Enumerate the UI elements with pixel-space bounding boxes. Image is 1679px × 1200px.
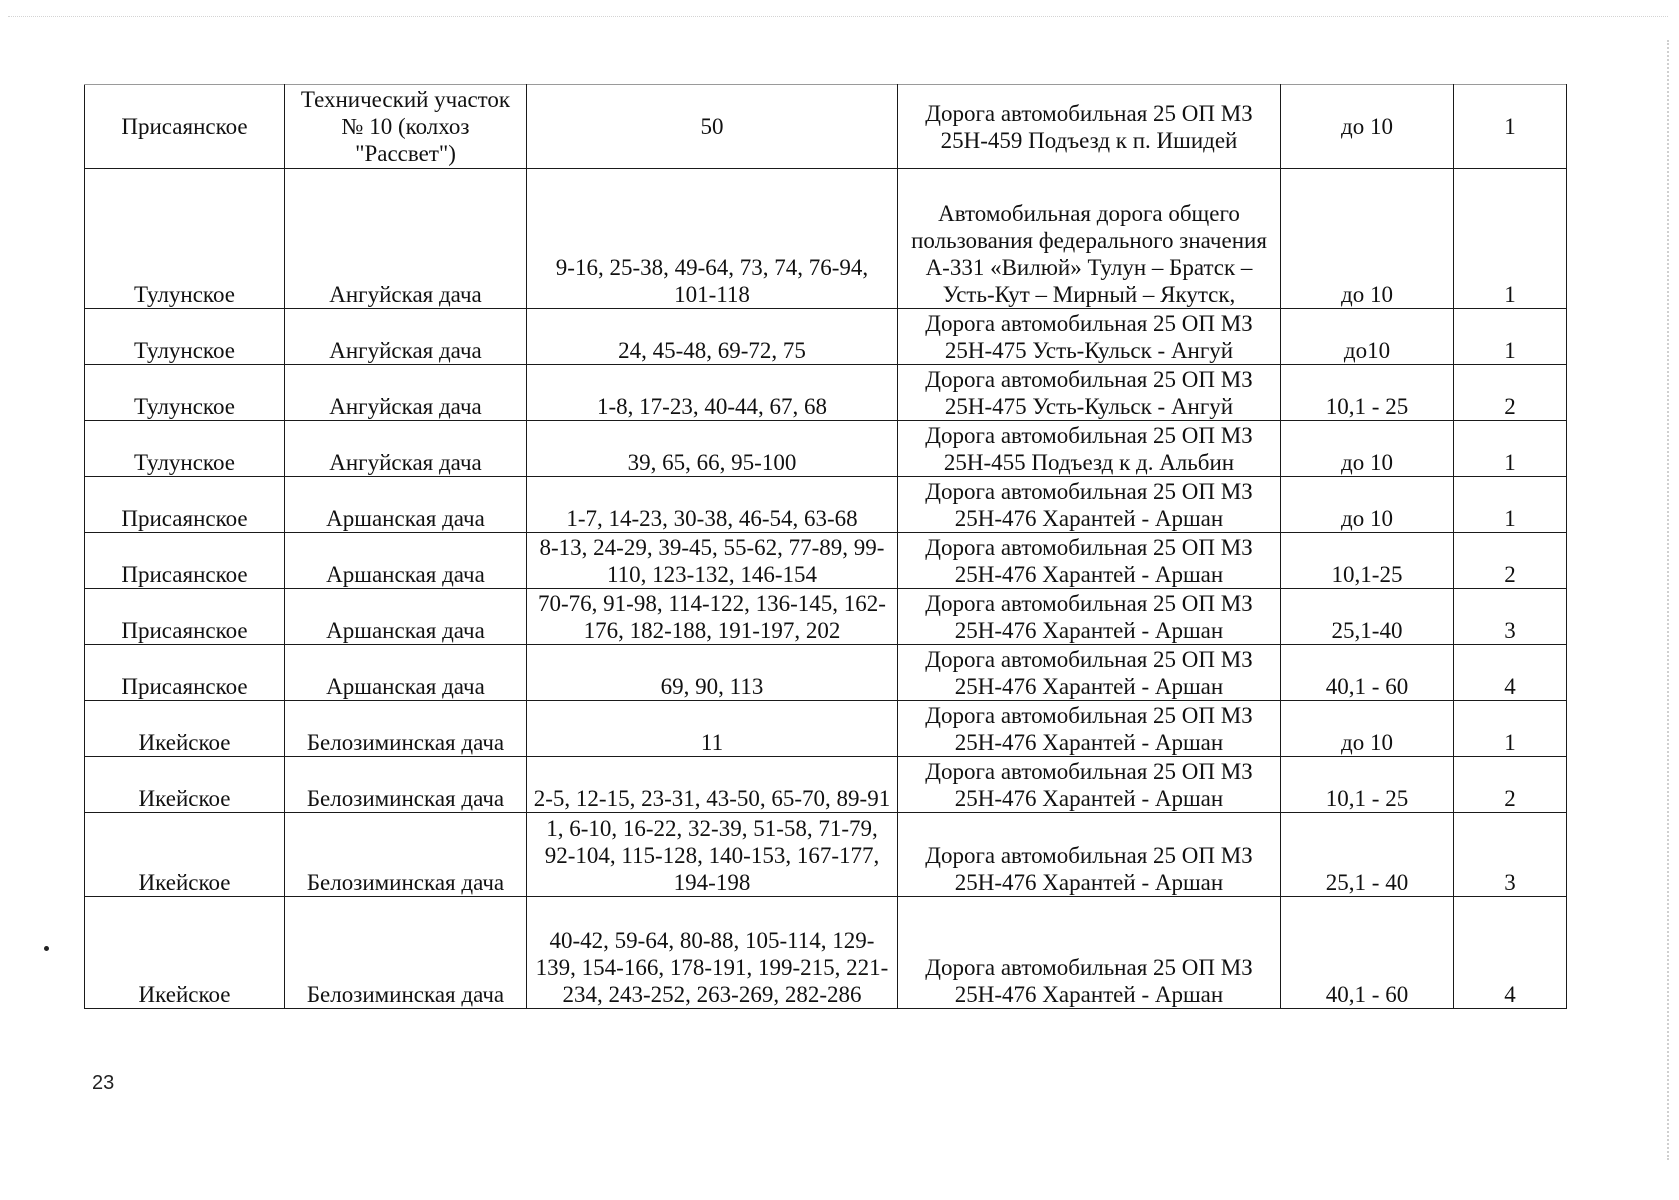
distance-cell: до10 [1281, 309, 1454, 365]
table-row [85, 897, 1567, 1009]
blocks-cell: 11 [527, 701, 898, 757]
distance-cell: до 10 [1281, 701, 1454, 757]
table-row [85, 589, 1567, 645]
section-cell: Аршанская дача [285, 645, 527, 701]
section-cell: Ангуйская дача [285, 365, 527, 421]
zone-cell: 1 [1454, 85, 1567, 169]
distance-cell: до 10 [1281, 85, 1454, 169]
zone-cell: 2 [1454, 365, 1567, 421]
zone-cell: 1 [1454, 477, 1567, 533]
page-number: 23 [92, 1072, 115, 1094]
settlement-cell: Присаянское [85, 533, 285, 589]
road-cell: Дорога автомобильная 25 ОП МЗ 25Н-476 Харантей - Аршан [898, 701, 1281, 757]
blocks-cell: 24, 45-48, 69-72, 75 [527, 309, 898, 365]
section-cell: Аршанская дача [285, 533, 527, 589]
blocks-cell: 1-7, 14-23, 30-38, 46-54, 63-68 [527, 477, 898, 533]
settlement-cell: Икейское [85, 701, 285, 757]
settlement-cell: Тулунское [85, 365, 285, 421]
section-cell: Аршанская дача [285, 477, 527, 533]
zone-cell: 3 [1454, 589, 1567, 645]
table-row [85, 169, 1567, 309]
section-cell: Ангуйская дача [285, 309, 527, 365]
road-cell: Дорога автомобильная 25 ОП МЗ 25Н-476 Харантей - Аршан [898, 533, 1281, 589]
road-cell: Дорога автомобильная 25 ОП МЗ 25Н-476 Харантей - Аршан [898, 813, 1281, 897]
table-row [85, 533, 1567, 589]
section-cell: Аршанская дача [285, 589, 527, 645]
table-row [85, 365, 1567, 421]
blocks-cell: 70-76, 91-98, 114-122, 136-145, 162-176, 182-188, 191-197, 202 [527, 589, 898, 645]
road-cell: Дорога автомобильная 25 ОП МЗ 25Н-475 Усть-Кульск - Ангуй [898, 309, 1281, 365]
section-cell: Белозиминская дача [285, 701, 527, 757]
road-cell: Дорога автомобильная 25 ОП МЗ 25Н-475 Усть-Кульск - Ангуй [898, 365, 1281, 421]
road-cell: Дорога автомобильная 25 ОП МЗ 25Н-455 Подъезд к д. Альбин [898, 421, 1281, 477]
section-cell: Ангуйская дача [285, 421, 527, 477]
settlement-cell: Присаянское [85, 85, 285, 169]
blocks-cell: 2-5, 12-15, 23-31, 43-50, 65-70, 89-91 [527, 757, 898, 813]
blocks-cell: 8-13, 24-29, 39-45, 55-62, 77-89, 99-110, 123-132, 146-154 [527, 533, 898, 589]
settlement-cell: Икейское [85, 897, 285, 1009]
table-row [85, 701, 1567, 757]
settlement-cell: Присаянское [85, 477, 285, 533]
section-cell: Ангуйская дача [285, 169, 527, 309]
road-cell: Дорога автомобильная 25 ОП МЗ 25Н-476 Харантей - Аршан [898, 645, 1281, 701]
table-row [85, 645, 1567, 701]
blocks-cell: 9-16, 25-38, 49-64, 73, 74, 76-94, 101-118 [527, 169, 898, 309]
table-row [85, 813, 1567, 897]
blocks-cell: 1, 6-10, 16-22, 32-39, 51-58, 71-79, 92-104, 115-128, 140-153, 167-177, 194-198 [527, 813, 898, 897]
zone-cell: 1 [1454, 309, 1567, 365]
scan-edge-right [1667, 40, 1669, 1160]
settlement-cell: Тулунское [85, 421, 285, 477]
road-cell: Дорога автомобильная 25 ОП МЗ 25Н-476 Харантей - Аршан [898, 757, 1281, 813]
table-row [85, 421, 1567, 477]
settlement-cell: Присаянское [85, 589, 285, 645]
distance-cell: до 10 [1281, 477, 1454, 533]
blocks-cell: 40-42, 59-64, 80-88, 105-114, 129-139, 154-166, 178-191, 199-215, 221-234, 243-252, 263-269, 282-286 [527, 897, 898, 1009]
distance-cell: 10,1-25 [1281, 533, 1454, 589]
road-cell: Дорога автомобильная 25 ОП МЗ 25Н-476 Харантей - Аршан [898, 897, 1281, 1009]
zone-cell: 1 [1454, 701, 1567, 757]
section-cell: Белозиминская дача [285, 897, 527, 1009]
distance-cell: 10,1 - 25 [1281, 365, 1454, 421]
table-row [85, 757, 1567, 813]
zone-cell: 4 [1454, 897, 1567, 1009]
blocks-cell: 50 [527, 85, 898, 169]
table-row [85, 85, 1567, 169]
distance-cell: 40,1 - 60 [1281, 645, 1454, 701]
blocks-cell: 1-8, 17-23, 40-44, 67, 68 [527, 365, 898, 421]
zone-cell: 2 [1454, 533, 1567, 589]
scan-speck [44, 946, 49, 951]
settlement-cell: Присаянское [85, 645, 285, 701]
distance-cell: 10,1 - 25 [1281, 757, 1454, 813]
distance-cell: до 10 [1281, 421, 1454, 477]
zone-cell: 2 [1454, 757, 1567, 813]
distance-cell: 40,1 - 60 [1281, 897, 1454, 1009]
road-cell: Дорога автомобильная 25 ОП МЗ 25Н-476 Харантей - Аршан [898, 589, 1281, 645]
distance-zones-table [84, 84, 1567, 1009]
zone-cell: 1 [1454, 169, 1567, 309]
road-cell: Дорога автомобильная 25 ОП МЗ 25Н-476 Харантей - Аршан [898, 477, 1281, 533]
settlement-cell: Тулунское [85, 309, 285, 365]
table-row [85, 477, 1567, 533]
road-cell: Автомобильная дорога общего пользования федерального значения А-331 «Вилюй» Тулун – Братск – Усть-Кут – Мирный – Якутск, [898, 169, 1281, 309]
distance-cell: 25,1-40 [1281, 589, 1454, 645]
settlement-cell: Икейское [85, 813, 285, 897]
distance-cell: 25,1 - 40 [1281, 813, 1454, 897]
road-cell: Дорога автомобильная 25 ОП МЗ 25Н-459 Подъезд к п. Ишидей [898, 85, 1281, 169]
zone-cell: 4 [1454, 645, 1567, 701]
section-cell: Технический участок № 10 (колхоз "Рассвет") [285, 85, 527, 169]
blocks-cell: 39, 65, 66, 95-100 [527, 421, 898, 477]
blocks-cell: 69, 90, 113 [527, 645, 898, 701]
settlement-cell: Тулунское [85, 169, 285, 309]
settlement-cell: Икейское [85, 757, 285, 813]
section-cell: Белозиминская дача [285, 757, 527, 813]
scan-edge-top [8, 16, 1668, 17]
zone-cell: 3 [1454, 813, 1567, 897]
table-row [85, 309, 1567, 365]
distance-cell: до 10 [1281, 169, 1454, 309]
zone-cell: 1 [1454, 421, 1567, 477]
section-cell: Белозиминская дача [285, 813, 527, 897]
